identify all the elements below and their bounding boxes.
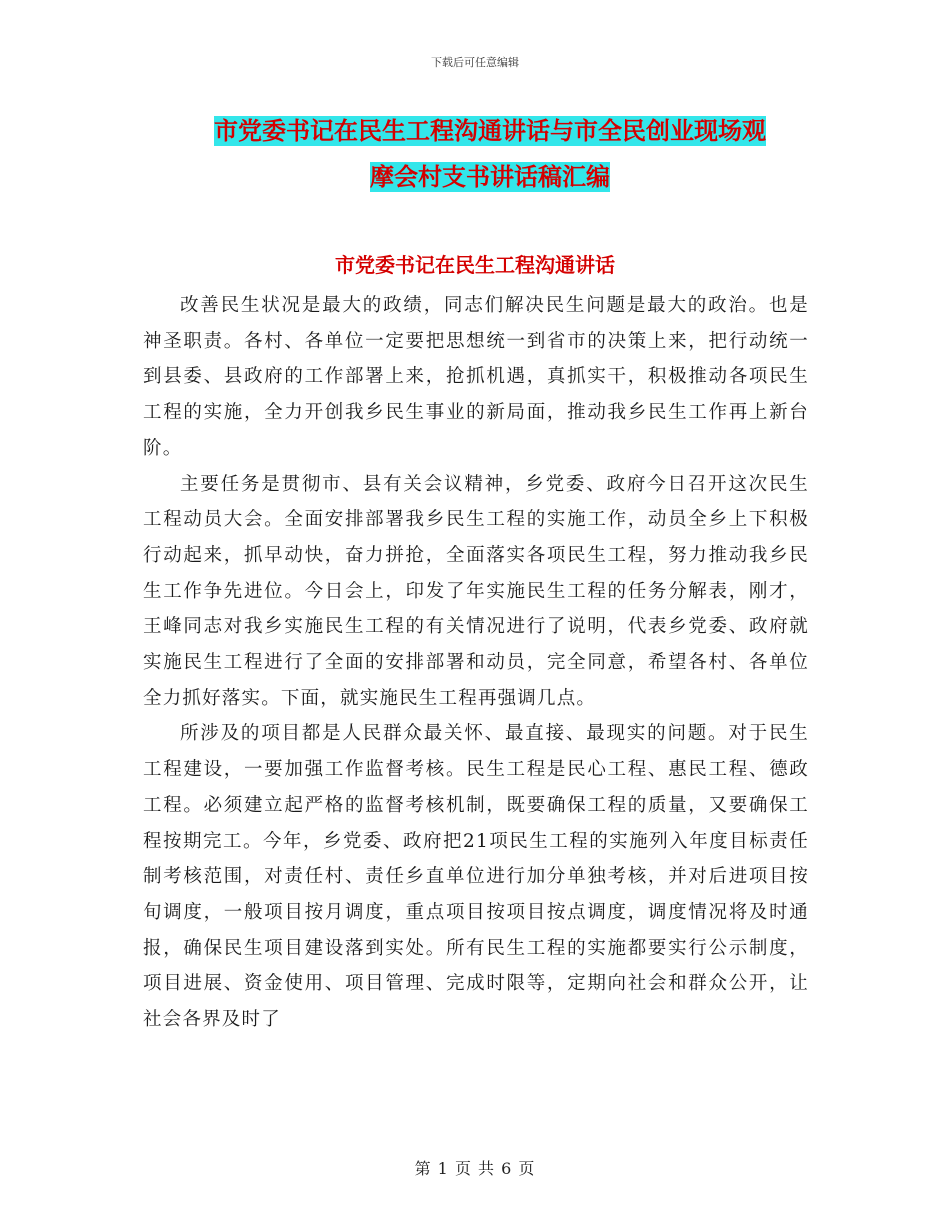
header-note: 下载后可任意编辑 (431, 56, 519, 69)
paragraph: 改善民生状况是最大的政绩，同志们解决民生问题是最大的政治。也是神圣职责。各村、各单位一定要把思想统一到省市的决策上来，把行动统一到县委、县政府的工作部署上来，抢抓机遇，真抓实干，积极推动各项民生工程的实施，全力开创我乡民生事业的新局面，推动我乡民生工作再上新台阶。 (143, 295, 809, 459)
document-body (143, 288, 809, 1038)
section-title: 市党委书记在民生工程沟通讲话 (335, 253, 615, 277)
document-title-line2: 摩会村支书讲话稿汇编 (370, 163, 610, 191)
document-title (140, 108, 840, 200)
document-title-line1: 市党委书记在民生工程沟通讲话与市全民创业现场观 (214, 117, 766, 145)
paragraph: 主要任务是贯彻市、县有关会议精神，乡党委、政府今日召开这次民生工程动员大会。全面安排部署我乡民生工程的实施工作，动员全乡上下积极行动起来，抓早动快，奋力拼抢，全面落实各项民生工程，努力推动我乡民生工作争先进位。今日会上，印发了年实施民生工程的任务分解表，刚才，王峰同志对我乡实施民生工程的有关情况进行了说明，代表乡党委、政府就实施民生工程进行了全面的安排部署和动员，完全同意，希望各村、各单位全力抓好落实。下面，就实施民生工程再强调几点。 (143, 473, 809, 709)
paragraph: 所涉及的项目都是人民群众最关怀、最直接、最现实的问题。对于民生工程建设，一要加强工作监督考核。民生工程是民心工程、惠民工程、德政工程。必须建立起严格的监督考核机制，既要确保工程的质量，又要确保工程按期完工。今年，乡党委、政府把21项民生工程的实施列入年度目标责任制考核范围，对责任村、责任乡直单位进行加分单独考核，并对后进项目按旬调度，一般项目按月调度，重点项目按项目按点调度，调度情况将及时通报，确保民生项目建设落到实处。所有民生工程的实施都要实行公示制度，项目进展、资金使用、项目管理、完成时限等，定期向社会和群众公开，让社会各界及时了 (143, 723, 809, 1031)
page-footer: 第 1 页 共 6 页 (414, 1159, 536, 1178)
